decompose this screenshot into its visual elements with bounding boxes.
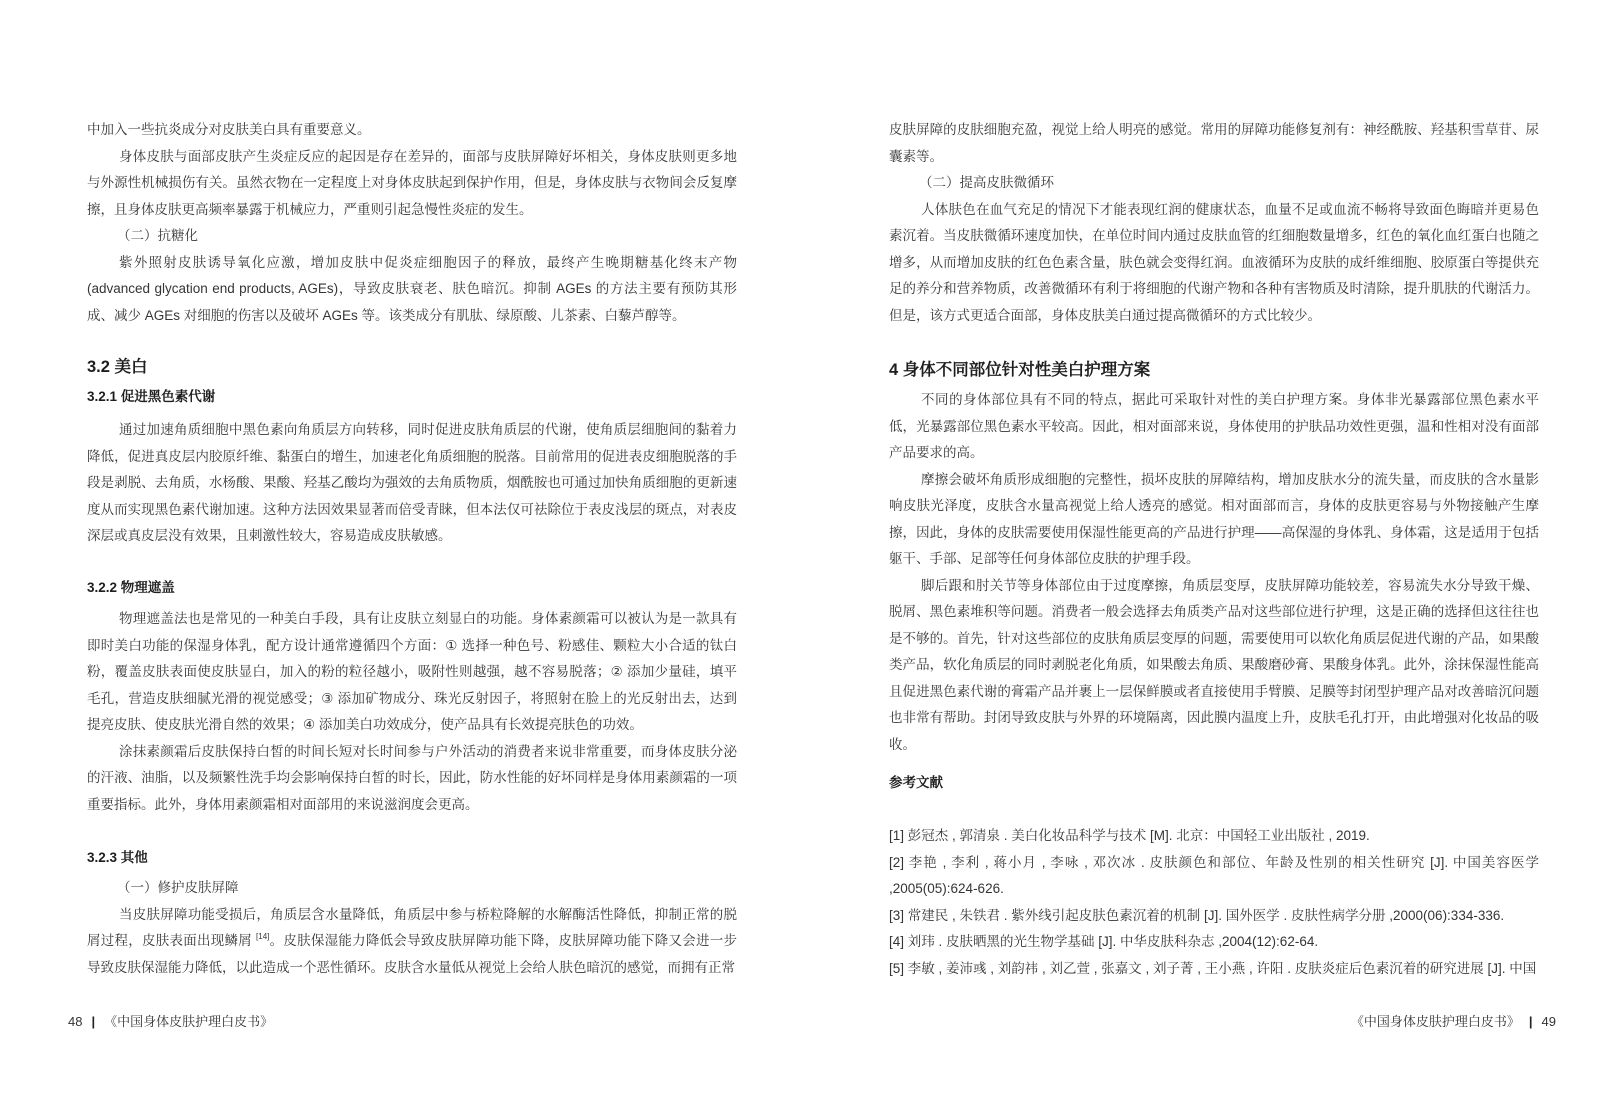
subheading-barrier-repair: （一）修护皮肤屏障: [117, 880, 239, 895]
subsection-title: 3.2.2 物理遮盖: [87, 580, 175, 595]
page-footer-right: [1351, 1012, 1556, 1032]
reference-item: [2] 李艳 , 李利 , 蒋小月 , 李咏 , 邓次冰 . 皮肤颜色和部位、年龄及性别的相关性研究 [J]. 中国美容医学 ,2005(05):624-626.: [889, 854, 1539, 896]
page-number: 48: [68, 1014, 83, 1029]
section-title: 4 身体不同部位针对性美白护理方案: [889, 361, 1151, 379]
references-heading-block: [889, 770, 1539, 797]
section-body-4: [889, 387, 1539, 758]
citation-marker: [14]: [256, 932, 270, 941]
subheading-microcirculation: （二）提高皮肤微循环: [919, 175, 1054, 190]
body-paragraph: 身体皮肤与面部皮肤产生炎症反应的起因是存在差异的，面部与皮肤屏障好坏相关，身体皮肤则更多地与外源性机械损伤有关。虽然衣物在一定程度上对身体皮肤起到保护作用，但是，身体皮肤与衣物间会反复摩擦，且身体皮肤更高频率暴露于机械应力，严重则引起急慢性炎症的发生。: [87, 148, 737, 217]
reference-item: [4] 刘玮 . 皮肤晒黑的光生物学基础 [J]. 中华皮肤科杂志 ,2004(12):62-64.: [889, 934, 1319, 949]
body-paragraph: 不同的身体部位具有不同的特点，据此可采取针对性的美白护理方案。身体非光暴露部位黑色素水平低，光暴露部位黑色素水平较高。因此，相对面部来说，身体使用的护肤品功效性更强，温和性相对没有面部产品要求的高。: [889, 392, 1539, 460]
subsection-heading-3-2-2: [87, 575, 737, 602]
body-paragraph: 通过加速角质细胞中黑色素向角质层方向转移，同时促进皮肤角质层的代谢，使角质层细胞间的黏着力降低，促进真皮层内胶原纤维、黏蛋白的增生，加速老化角质细胞的脱落。目前常用的促进表皮细胞脱落的手段是剥脱、去角质，水杨酸、果酸、羟基乙酸均为强效的去角质物质，烟酰胺也可通过加快角质细胞的更新速度从而实现黑色素代谢加速。这种方法因效果显著而倍受青睐，但本法仅可祛除位于表皮浅层的斑点，对表皮深层或真皮层没有效果，且刺激性较大，容易造成皮肤敏感。: [87, 422, 737, 543]
paragraph-text: 当皮肤屏障功能受损后，角质层含水量降低，角质层中参与桥粒降解的水解酶活性降低，抑制正常的脱屑过程，皮肤表面出现鳞屑: [87, 906, 737, 948]
subsection-body-3-2-3: [87, 875, 737, 981]
body-paragraph: 脚后跟和肘关节等身体部位由于过度摩擦，角质层变厚，皮肤屏障功能较差，容易流失水分导致干燥、脱屑、黑色素堆积等问题。消费者一般会选择去角质类产品对这些部位进行护理，这是正确的选择但这往往也是不够的。首先，针对这些部位的皮肤角质层变厚的问题，需要使用可以软化角质层促进代谢的产品，如果酸类产品，软化角质层的同时剥脱老化角质，如果酸去角质、果酸磨砂膏、果酸身体乳。此外，涂抹保湿性能高且促进黑色素代谢的膏霜产品并裹上一层保鲜膜或者直接使用手臂膜、足膜等封闭型护理产品对改善暗沉问题也非常有帮助。封闭导致皮肤与外界的环境隔离，因此膜内温度上升，皮肤毛孔打开，由此增强对化妆品的吸收。: [889, 577, 1539, 752]
footer-separator: |: [91, 1014, 96, 1029]
page-footer-left: [68, 1012, 273, 1032]
reference-item: [3] 常建民 , 朱铁君 . 紫外线引起皮肤色素沉着的机制 [J]. 国外医学 . 皮肤性病学分册 ,2000(06):334-336.: [889, 907, 1505, 923]
subsection-heading-3-2-1: [87, 384, 737, 411]
section-heading-4: [889, 359, 1539, 381]
subsection-title: 3.2.1 促进黑色素代谢: [87, 389, 216, 404]
body-paragraph: 人体肤色在血气充足的情况下才能表现红润的健康状态，血量不足或血流不畅将导致面色晦暗并更易色素沉着。当皮肤微循环速度加快，在单位时间内通过皮肤血管的红细胞数量增多，红色的氧化血红蛋白也随之增多，从而增加皮肤的红色色素含量，肤色就会变得红润。血液循环为皮肤的成纤维细胞、胶原蛋白等提供充足的养分和营养物质，改善微循环有利于将细胞的代谢产物和各种有害物质及时清除，提升肌肤的代谢活力。但是，该方式更适合面部，身体皮肤美白通过提高微循环的方式比较少。: [889, 201, 1539, 323]
subsection-title: 3.2.3 其他: [87, 850, 148, 865]
reference-item: [5] 李敏 , 姜沛彧 , 刘韵祎 , 刘乙萱 , 张嘉文 , 刘子菁 , 王小燕 , 许阳 . 皮肤炎症后色素沉着的研究进展 [J]. 中国: [889, 960, 1537, 976]
footer-separator: |: [1528, 1014, 1533, 1029]
subsection-body-3-2-2: [87, 606, 737, 818]
body-paragraph: 涂抹素颜霜后皮肤保持白皙的时间长短对长时间参与户外活动的消费者来说非常重要，而身体皮肤分泌的汗液、油脂，以及频繁性洗手均会影响保持白皙的时长，因此，防水性能的好坏同样是身体用素颜霜的一项重要指标。此外，身体用素颜霜相对面部用的来说滋润度会更高。: [87, 743, 737, 812]
running-title: 《中国身体皮肤护理白皮书》: [1350, 1014, 1520, 1029]
body-paragraph: 紫外照射皮肤诱导氧化应激，增加皮肤中促炎症细胞因子的释放，最终产生晚期糖基化终末产物 (advanced glycation end products, AGEs)，导致皮肤衰老、肤色暗沉。抑制 AGEs 的方法主要有预防其形成、减少 AGEs 对细胞的伤害以及破坏 AGEs 等。该类成分有肌肽、绿原酸、儿茶素、白藜芦醇等。: [87, 254, 737, 323]
body-paragraph: [87, 902, 737, 982]
page-number: 49: [1541, 1014, 1556, 1029]
subheading-anti-glycation: （二）抗糖化: [117, 228, 198, 243]
reference-item: [1] 彭冠杰 , 郭清泉 . 美白化妆品科学与技术 [M]. 北京：中国轻工业出版社 , 2019.: [889, 828, 1370, 843]
right-page: [805, 0, 1610, 1100]
reference-list: [889, 823, 1539, 982]
section-title: 3.2 美白: [87, 358, 148, 376]
left-text-column: [87, 0, 737, 1100]
right-text-column: [889, 0, 1539, 1100]
body-paragraph: 摩擦会破坏角质形成细胞的完整性，损坏皮肤的屏障结构，增加皮肤水分的流失量，而皮肤的含水量影响皮肤光泽度，皮肤含水量高视觉上给人透亮的感觉。相对面部而言，身体的皮肤更容易与外物接触产生摩擦，因此，身体的皮肤需要使用保湿性能更高的产品进行护理——高保湿的身体乳、身体霜，这是适用于包括躯干、手部、足部等任何身体部位皮肤的护理手段。: [889, 471, 1539, 566]
subsection-heading-3-2-3: [87, 845, 737, 872]
references-heading: 参考文献: [889, 775, 943, 790]
paragraph-text: 。皮肤保湿能力降低会导致皮肤屏障功能下降，皮肤屏障功能下降又会进一步导致皮肤保湿能力降低，以此造成一个恶性循环。皮肤含水量低从视觉上会给人肤色暗沉的感觉，而拥有正常: [87, 933, 737, 975]
continued-paragraph: 中加入一些抗炎成分对皮肤美白具有重要意义。: [87, 122, 371, 137]
continued-paragraph: 皮肤屏障的皮肤细胞充盈，视觉上给人明亮的感觉。常用的屏障功能修复剂有：神经酰胺、羟基积雪草苷、尿囊素等。: [889, 122, 1539, 164]
body-paragraph: 物理遮盖法也是常见的一种美白手段，具有让皮肤立刻显白的功能。身体素颜霜可以被认为是一款具有即时美白功能的保湿身体乳，配方设计通常遵循四个方面：① 选择一种色号、粉感佳、颗粒大小合适的钛白粉，覆盖皮肤表面使皮肤显白，加入的粉的粒径越小，吸附性则越强，越不容易脱落；② 添加少量硅，填平毛孔，营造皮肤细腻光滑的视觉感受；③ 添加矿物成分、珠光反射因子，将照射在脸上的光反射出去，达到提亮皮肤、使皮肤光滑自然的效果；④ 添加美白功效成分，使产品具有长效提亮肤色的功效。: [87, 611, 737, 732]
section-heading-3-2: [87, 356, 737, 378]
microcirculation-block: [889, 117, 1539, 329]
running-title: 《中国身体皮肤护理白皮书》: [104, 1014, 274, 1029]
subsection-body-3-2-1: [87, 417, 737, 550]
anti-inflammation-continuation-block: [87, 117, 737, 329]
